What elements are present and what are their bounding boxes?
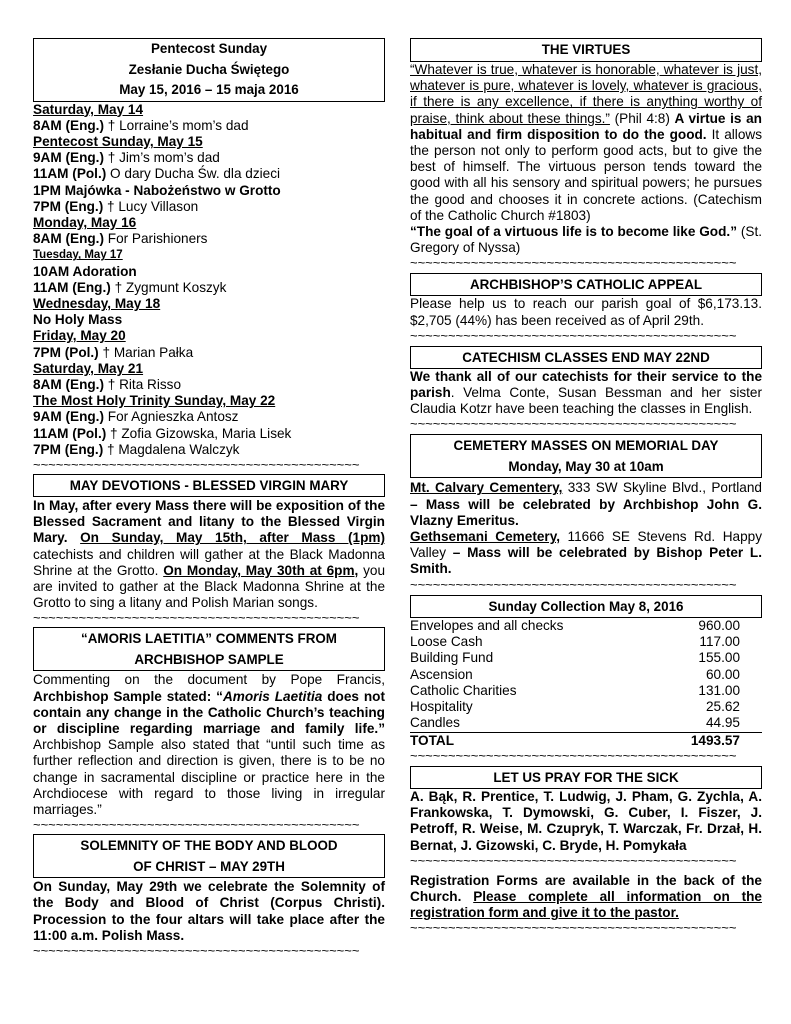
cemetery-header <box>410 434 762 478</box>
pentecost-dates: May 15, 2016 – 15 maja 2016 <box>119 82 299 97</box>
schedule-day: Monday, May 16 <box>33 214 137 230</box>
schedule-mass <box>33 377 385 393</box>
collection-title: Sunday Collection May 8, 2016 <box>488 598 684 614</box>
schedule-mass <box>33 199 385 215</box>
divider: ~~~~~~~~~~~~~~~~~~~~~~~~~~~~~~~~~~~~~~~~~~~ <box>410 921 737 935</box>
divider: ~~~~~~~~~~~~~~~~~~~~~~~~~~~~~~~~~~~~~~~~~~~ <box>410 256 737 270</box>
mass-intention: O dary Ducha Św. dla dzieci <box>106 166 281 182</box>
mass-time: 11AM (Pol.) <box>33 425 107 441</box>
mass-intention: † Zygmunt Koszyk <box>110 279 227 295</box>
mass-time: 11AM (Eng.) <box>33 279 111 295</box>
mass-intention: † Jim’s mom’s dad <box>103 150 220 166</box>
collection-row <box>410 618 762 634</box>
collection-row <box>410 650 762 666</box>
catechism-header <box>410 346 762 369</box>
registration-text: Registration Forms are available in the back of the Church. Please complete all information on the registration form and give it to the pastor. <box>410 872 762 921</box>
collection-label: Loose Cash <box>410 633 483 649</box>
schedule-mass <box>33 118 385 134</box>
divider: ~~~~~~~~~~~~~~~~~~~~~~~~~~~~~~~~~~~~~~~~~~~ <box>33 944 360 958</box>
mass-intention: † Lucy Villason <box>103 198 199 214</box>
collection-header <box>410 595 762 618</box>
collection-label: Hospitality <box>410 699 473 715</box>
mass-intention: † Rita Risso <box>103 376 182 392</box>
divider: ~~~~~~~~~~~~~~~~~~~~~~~~~~~~~~~~~~~~~~~~~~~ <box>410 577 737 591</box>
schedule-day: Tuesday, May 17 <box>33 249 123 262</box>
schedule-day: The Most Holy Trinity Sunday, May 22 <box>33 393 276 409</box>
collection-amount: 131.00 <box>698 682 740 698</box>
corpus-text: On Sunday, May 29th we celebrate the Solemnity of the Body and Blood of Christ (Corpus Christi). Procession to the four altars will take place after the 11:00 a.m. Polish Mass. <box>33 879 385 943</box>
schedule-mass <box>33 231 385 247</box>
mass-time: 11AM (Pol.) <box>33 166 107 182</box>
corpus-header <box>33 834 385 878</box>
schedule-mass <box>33 345 385 361</box>
collection-label: Ascension <box>410 666 473 682</box>
divider: ~~~~~~~~~~~~~~~~~~~~~~~~~~~~~~~~~~~~~~~~~~~ <box>410 749 737 763</box>
collection-label: Envelopes and all checks <box>410 617 564 633</box>
cemetery-subtitle: Monday, May 30 at 10am <box>508 459 664 475</box>
catechism-title: CATECHISM CLASSES END MAY 22ND <box>462 349 710 365</box>
devotions-title: MAY DEVOTIONS - BLESSED VIRGIN MARY <box>69 477 349 493</box>
mass-time: 8AM (Eng.) <box>33 117 104 133</box>
mass-intention: † Marian Pałka <box>98 344 194 360</box>
schedule-mass <box>33 409 385 425</box>
schedule-mass <box>33 280 385 296</box>
schedule-day: Saturday, May 21 <box>33 360 144 376</box>
collection-amount: 155.00 <box>698 650 740 666</box>
collection-row <box>410 699 762 715</box>
mass-time: 8AM (Eng.) <box>33 376 104 392</box>
sick-header <box>410 766 762 789</box>
divider: ~~~~~~~~~~~~~~~~~~~~~~~~~~~~~~~~~~~~~~~~~~~ <box>33 611 360 625</box>
catechism-text: We thank all of our catechists for their service to the parish. Velma Conte, Susan Bessman and her sister Claudia Kotzr have been teaching the classes in English. <box>410 368 762 417</box>
pentecost-title: Pentecost Sunday <box>150 41 268 56</box>
corpus-subtitle: OF CHRIST – MAY 29TH <box>133 859 285 875</box>
appeal-text: Please help us to reach our parish goal of $6,173.13. $2,705 (44%) has been received as of April 29th. <box>410 296 762 328</box>
divider: ~~~~~~~~~~~~~~~~~~~~~~~~~~~~~~~~~~~~~~~~~~~ <box>33 818 360 832</box>
mass-intention: † Magdalena Walczyk <box>103 441 240 457</box>
divider: ~~~~~~~~~~~~~~~~~~~~~~~~~~~~~~~~~~~~~~~~~~~ <box>410 417 737 431</box>
mass-intention: For Parishioners <box>103 231 208 247</box>
divider: ~~~~~~~~~~~~~~~~~~~~~~~~~~~~~~~~~~~~~~~~~~~ <box>410 328 737 342</box>
schedule-day: Saturday, May 14 <box>33 101 144 117</box>
mass-time: 7PM (Eng.) <box>33 198 104 214</box>
mass-time: 9AM (Eng.) <box>33 409 104 425</box>
mass-intention: For Agnieszka Antosz <box>103 409 239 425</box>
schedule-event: 1PM Majówka - Nabożeństwo w Grotto <box>33 182 281 198</box>
collection-row <box>410 667 762 683</box>
collection-row <box>410 683 762 699</box>
amoris-header <box>33 627 385 671</box>
right-column <box>410 38 762 934</box>
left-column <box>33 38 385 957</box>
collection-amount: 44.95 <box>650 715 762 732</box>
mass-intention: † Lorraine’s mom’s dad <box>103 117 249 133</box>
pentecost-title-polish: Zesłanie Ducha Świętego <box>128 61 290 77</box>
collection-table <box>410 618 762 749</box>
schedule-day: Wednesday, May 18 <box>33 295 161 311</box>
amoris-subtitle: ARCHBISHOP SAMPLE <box>134 652 284 668</box>
mass-schedule <box>33 102 385 458</box>
total-amount: 1493.57 <box>690 732 740 748</box>
pentecost-header <box>33 38 385 102</box>
devotions-text: In May, after every Mass there will be exposition of the Blessed Sacrament and litany to the Blessed Virgin Mary. On Sunday, May 15th, after Mass (1pm) catechists and children will gather at the Black Madonna Shrine at the Grotto. On Monday, May 30th at 6pm, you are invited to gather at the Black Madonna Shrine at the Grotto to sing a litany and Polish Marian songs. <box>33 497 386 611</box>
schedule-mass <box>33 426 385 442</box>
cemetery-title: CEMETERY MASSES ON MEMORIAL DAY <box>453 438 719 454</box>
collection-amount: 60.00 <box>705 666 740 682</box>
appeal-header <box>410 273 762 296</box>
schedule-mass <box>33 442 385 458</box>
schedule-day: Pentecost Sunday, May 15 <box>33 133 203 149</box>
devotions-header <box>33 474 385 497</box>
collection-amount: 960.00 <box>698 617 740 633</box>
mass-time: 7PM (Eng.) <box>33 441 104 457</box>
cemetery-text: Mt. Calvary Cementery, 333 SW Skyline Blvd., Portland – Mass will be celebrated by Archbishop John G. Vlazny Emeritus. Gethsemani Cemetery, 11666 SE Stevens Rd. Happy Valley – Mass will be celebrated by Bishop Peter L. Smith. <box>410 480 763 577</box>
schedule-day: Friday, May 20 <box>33 328 126 344</box>
schedule-event: No Holy Mass <box>33 312 123 328</box>
total-label: TOTAL <box>410 732 455 748</box>
collection-label: Building Fund <box>410 650 494 666</box>
collection-label: Candles <box>410 715 650 732</box>
collection-amount: 117.00 <box>699 633 740 649</box>
mass-time: 8AM (Eng.) <box>33 231 104 247</box>
schedule-mass <box>33 150 385 166</box>
collection-row <box>410 634 762 650</box>
collection-row <box>410 715 762 732</box>
collection-amount: 25.62 <box>705 699 740 715</box>
amoris-text: Commenting on the document by Pope Francis, Archbishop Sample stated: “Amoris Laetitia does not contain any change in the Catholic Church’s teaching or discipline regarding marriage and family life.” Archbishop Sample also stated that “until such time as further reflection and direction is given, there is to be no change in sacramental discipline or practice here in the Archdiocese with regard to those living in irregular marriages.” <box>33 672 385 818</box>
collection-label: Catholic Charities <box>410 682 517 698</box>
virtues-header <box>410 38 762 62</box>
virtues-text: “Whatever is true, whatever is honorable, whatever is just, whatever is pure, whatever is lovely, whatever is gracious, if there is any excellence, if there is anything worthy of praise, think about these things.” (Phil 4:8) A virtue is an habitual and firm disposition to do the good. It allows the person not only to perform good acts, but to give the best of himself. The virtuous person tends toward the good with all his sensory and spiritual powers; he pursues the good and chooses it in concrete actions. (Catechism of the Catholic Church #1803) “The goal of a virtuous life is to become like God.” (St. Gregory of Nyssa) <box>410 62 762 256</box>
mass-time: 7PM (Pol.) <box>33 344 99 360</box>
schedule-mass <box>33 166 385 182</box>
amoris-title: “AMORIS LAETITIA” COMMENTS FROM <box>81 631 337 647</box>
divider: ~~~~~~~~~~~~~~~~~~~~~~~~~~~~~~~~~~~~~~~~~~~ <box>410 853 737 867</box>
appeal-title: ARCHBISHOP’S CATHOLIC APPEAL <box>469 277 703 293</box>
collection-total-row <box>410 732 762 749</box>
mass-intention: † Zofia Gizowska, Maria Lisek <box>106 425 292 441</box>
corpus-title: SOLEMNITY OF THE BODY AND BLOOD <box>80 838 338 854</box>
sick-title: LET US PRAY FOR THE SICK <box>493 770 679 786</box>
sick-names: A. Bąk, R. Prentice, T. Ludwig, J. Pham, G. Zychla, A. Frankowska, T. Dymowski, G. Cuber, I. Fiszer, J. Petroff, R. Weise, M. Czupryk, T. Warczak, Fr. Drzał, H. Bernat, J. Gizowski, C. Bryde, H. Pomykała <box>410 789 762 853</box>
schedule-event: 10AM Adoration <box>33 263 137 279</box>
virtues-title: THE VIRTUES <box>541 42 631 57</box>
mass-time: 9AM (Eng.) <box>33 150 104 166</box>
divider: ~~~~~~~~~~~~~~~~~~~~~~~~~~~~~~~~~~~~~~~~~~~ <box>33 457 360 471</box>
